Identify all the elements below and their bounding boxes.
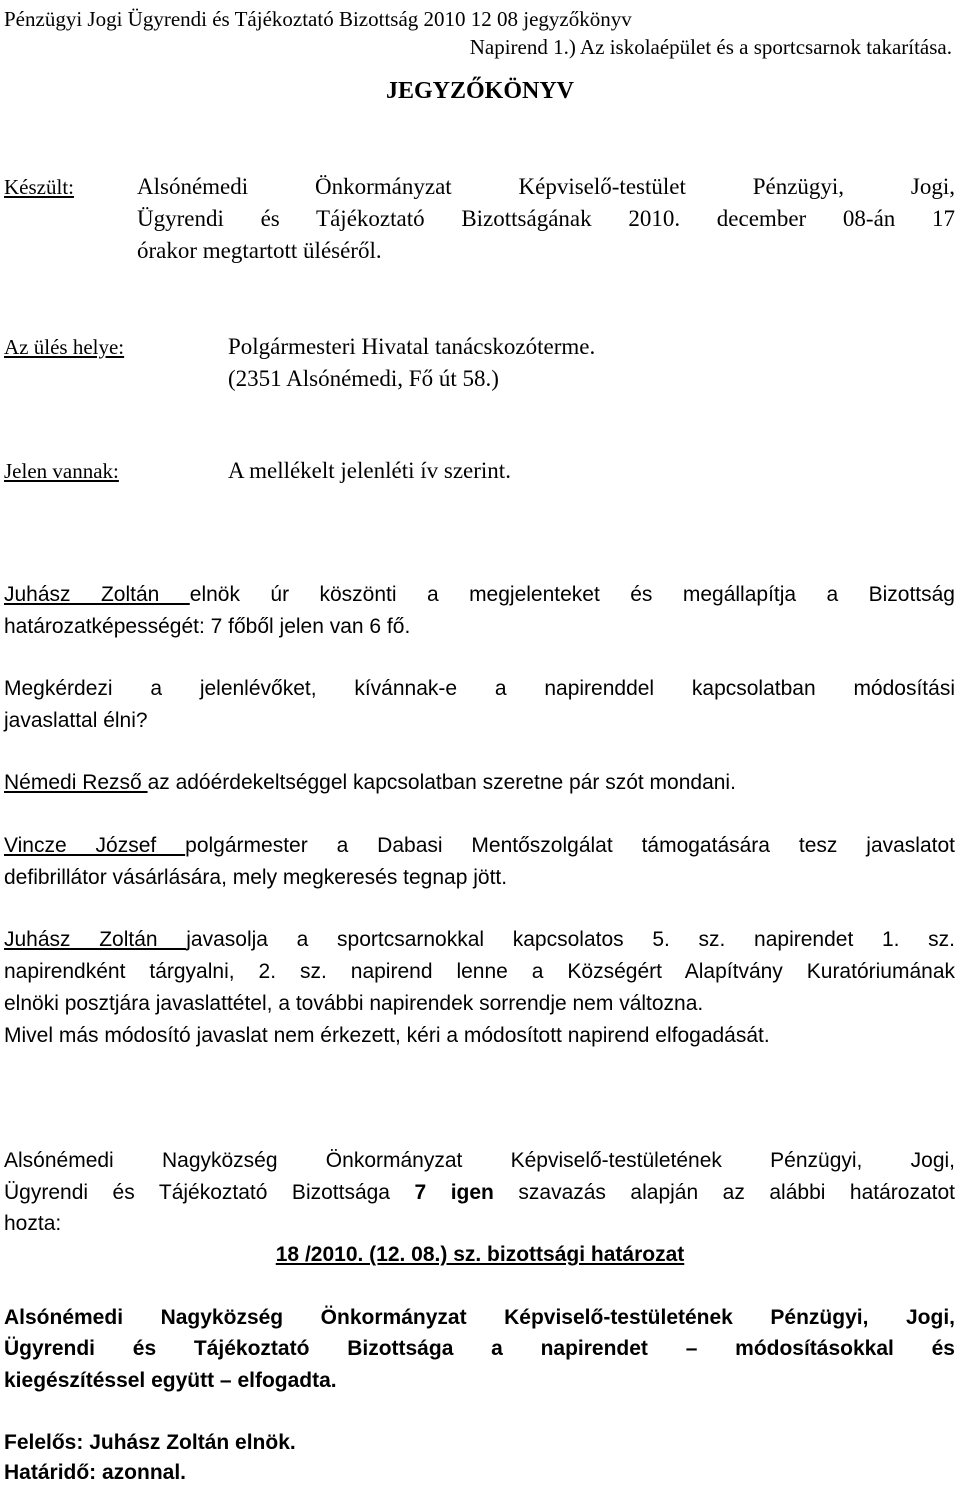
keszult-label: Készült: — [4, 175, 74, 199]
keszult-line-3: órakor megtartott üléséről. — [137, 238, 382, 263]
p1-line-1-text: elnök úr köszönti a megjelenteket és megállapítja a Bizottság — [189, 583, 955, 606]
speaker-vincze: Vincze József — [4, 834, 186, 857]
p1-line-2: határozatképességét: 7 főből jelen van 6 fő. — [4, 615, 411, 638]
speaker-juhasz-2: Juhász Zoltán — [4, 928, 187, 951]
p4-line-1-text: polgármester a Dabasi Mentőszolgálat támogatására tesz javaslatot — [185, 834, 956, 857]
resolution-text-line-1: Alsónémedi Nagyközség Önkormányzat Képviselő-testületének Pénzügyi, Jogi, — [4, 1306, 955, 1329]
header-line-2: Napirend 1.) Az iskolaépület és a sportcsarnok takarítása. — [469, 35, 952, 59]
p4-line-1 — [4, 831, 955, 861]
resolution-number: 18 /2010. (12. 08.) sz. bizottsági határozat — [275, 1243, 685, 1266]
header-line-1: Pénzügyi Jogi Ügyrendi és Tájékoztató Bizottság 2010 12 08 jegyzőkönyv — [4, 7, 632, 31]
p2-line-2: javaslattal élni? — [4, 709, 148, 732]
resolution-intro-2c: szavazás alapján az alábbi határozatot — [493, 1181, 955, 1204]
vote-count: 7 igen — [414, 1181, 494, 1204]
p1-line-1 — [4, 580, 955, 610]
resolution-text-line-3: kiegészítéssel együtt – elfogadta. — [4, 1369, 337, 1392]
resolution-intro-line-2 — [4, 1178, 955, 1208]
document-title: JEGYZŐKÖNYV — [385, 78, 574, 104]
p2-line-1: Megkérdezi a jelenlévőket, kívánnak-e a napirenddel kapcsolatban módosítási — [4, 677, 955, 700]
resolution-text-line-2: Ügyrendi és Tájékoztató Bizottsága a napirendet – módosításokkal és — [4, 1337, 955, 1360]
p5-line-4: Mivel más módosító javaslat nem érkezett, kéri a módosított napirend elfogadását. — [4, 1024, 770, 1047]
speaker-juhasz-1: Juhász Zoltán — [4, 583, 190, 606]
hely-line-1: Polgármesteri Hivatal tanácskozóterme. — [228, 334, 596, 359]
p5-line-1 — [4, 925, 955, 955]
speaker-nemedi: Némedi Rezső — [4, 771, 148, 794]
deadline: Határidő: azonnal. — [4, 1461, 187, 1484]
jelen-value: A mellékelt jelenléti ív szerint. — [228, 458, 511, 483]
keszult-line-1: Alsónémedi Önkormányzat Képviselő-testület Pénzügyi, Jogi, — [137, 174, 955, 199]
p4-line-2: defibrillátor vásárlására, mely megkeresés tegnap jött. — [4, 866, 508, 889]
jelen-label: Jelen vannak: — [4, 459, 119, 483]
resolution-intro-2a: Ügyrendi és Tájékoztató Bizottsága — [4, 1181, 415, 1204]
hely-label: Az ülés helye: — [4, 335, 125, 359]
responsible-person: Felelős: Juhász Zoltán elnök. — [4, 1431, 296, 1454]
p5-line-1-text: javasolja a sportcsarnokkal kapcsolatos 5. sz. napirendet 1. sz. — [186, 928, 955, 951]
p5-line-3: elnöki posztjára javaslattétel, a további napirendek sorrendje nem változna. — [4, 992, 704, 1015]
p3-text: az adóérdekeltséggel kapcsolatban szeretne pár szót mondani. — [147, 771, 736, 794]
hely-line-2: (2351 Alsónémedi, Fő út 58.) — [228, 366, 499, 391]
p3-line — [4, 768, 955, 798]
keszult-line-2: Ügyrendi és Tájékoztató Bizottságának 2010. december 08-án 17 — [137, 206, 955, 231]
resolution-intro-line-3: hozta: — [4, 1212, 62, 1235]
p5-line-2: napirendként tárgyalni, 2. sz. napirend lenne a Községért Alapítvány Kuratóriumának — [4, 960, 955, 983]
resolution-intro-line-1: Alsónémedi Nagyközség Önkormányzat Képviselő-testületének Pénzügyi, Jogi, — [4, 1149, 955, 1172]
